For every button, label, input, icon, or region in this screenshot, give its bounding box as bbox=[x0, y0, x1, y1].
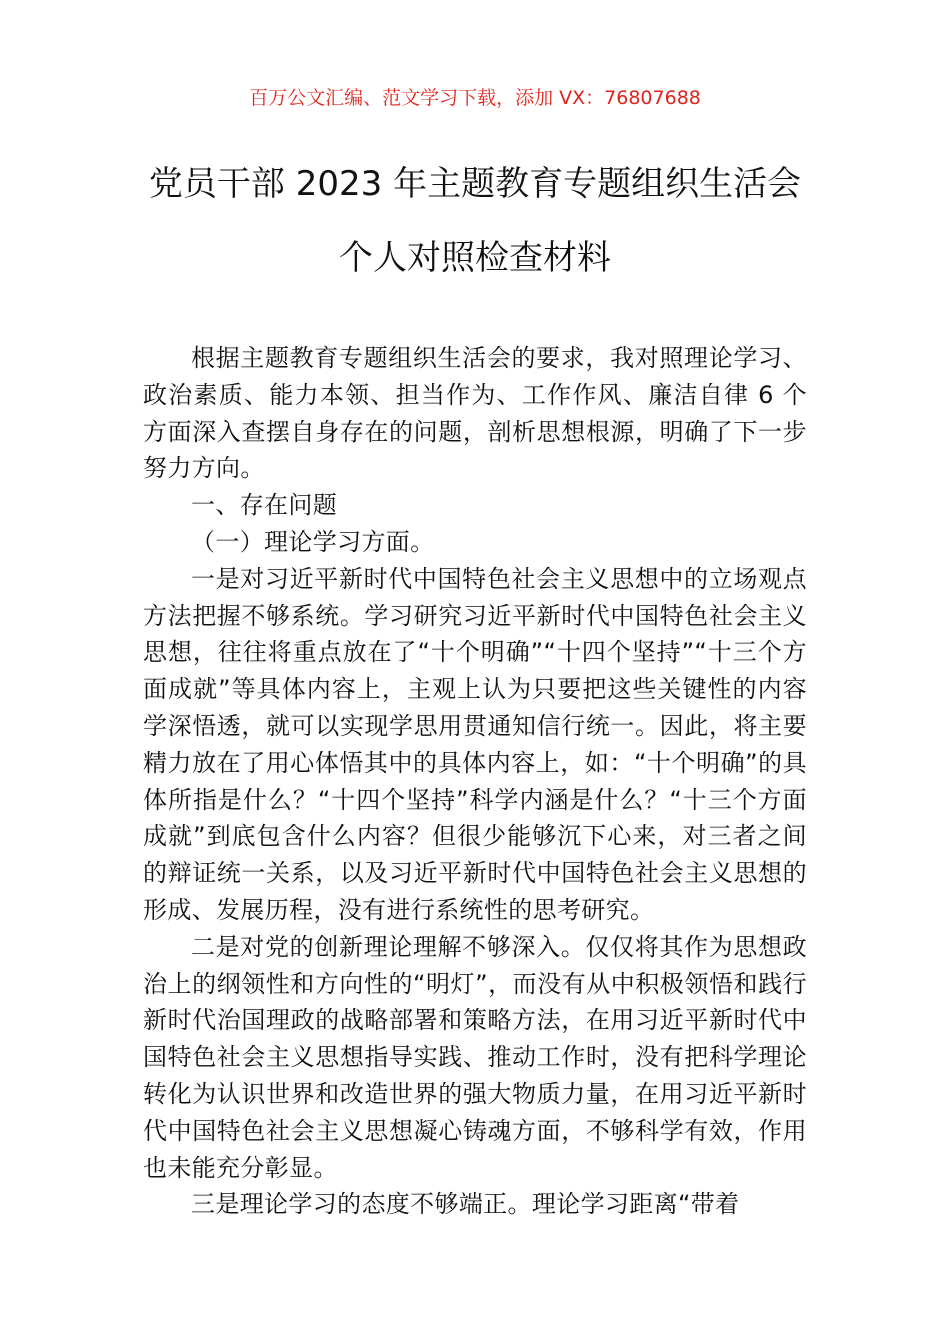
document-body bbox=[143, 340, 807, 1223]
intro-paragraph: 根据主题教育专题组织生活会的要求，我对照理论学习、政治素质、能力本领、担当作为、工作作风、廉洁自律 6 个方面深入查摆自身存在的问题，剖析思想根源，明确了下一步努力方向。 bbox=[143, 344, 807, 483]
body-paragraph: 三是理论学习的态度不够端正。理论学习距离“带着 bbox=[191, 1190, 740, 1219]
document-title-line-2: 个人对照检查材料 bbox=[339, 238, 611, 278]
watermark-banner: 百万公文汇编、范文学习下载，添加 VX：76807688 bbox=[249, 87, 701, 109]
body-paragraph: 一是对习近平新时代中国特色社会主义思想中的立场观点方法把握不够系统。学习研究习近平新时代中国特色社会主义思想，往往将重点放在了“十个明确”“十四个坚持”“十三个方面成就”等具体内容上，主观上认为只要把这些关键性的内容学深悟透，就可以实现学思用贯通知信行统一。因此，将主要精力放在了用心体悟其中的具体内容上，如：“十个明确”的具体所指是什么？“十四个坚持”科学内涵是什么？“十三个方面成就”到底包含什么内容？但很少能够沉下心来，对三者之间的辩证统一关系，以及习近平新时代中国特色社会主义思想的形成、发展历程，没有进行系统性的思考研究。 bbox=[143, 564, 807, 924]
subsection-heading: （一）理论学习方面。 bbox=[191, 527, 435, 556]
document-title-line-1: 党员干部 2023 年主题教育专题组织生活会 bbox=[148, 164, 802, 204]
body-paragraph: 二是对党的创新理论理解不够深入。仅仅将其作为思想政治上的纲领性和方向性的“明灯”，而没有从中积极领悟和践行新时代治国理政的战略部署和策略方法，在用习近平新时代中国特色社会主义思想指导实践、推动工作时，没有把科学理论转化为认识世界和改造世界的强大物质力量，在用习近平新时代中国特色社会主义思想凝心铸魂方面，不够科学有效，作用也未能充分彰显。 bbox=[143, 932, 807, 1182]
section-heading: 一、存在问题 bbox=[191, 491, 338, 520]
